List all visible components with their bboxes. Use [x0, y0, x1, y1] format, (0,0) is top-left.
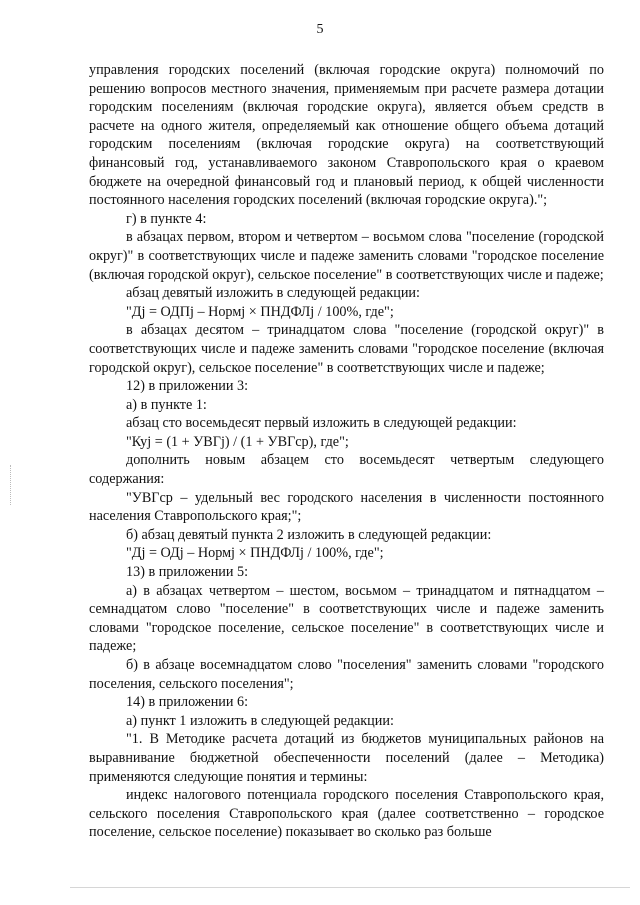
paragraph: а) в пункте 1: — [126, 396, 207, 413]
paragraph: "УВГср – удельный вес городского населения в численности постоянного населения Ставропольского края;"; — [89, 489, 604, 525]
margin-mark — [10, 465, 13, 505]
paragraph: 14) в приложении 6: — [126, 694, 249, 711]
paragraph: а) в абзацах четвертом – шестом, восьмом – тринадцатом и пятнадцатом – семнадцатом слово "поселение" в соответствующих числе и падеже заменить словами "городское поселение, сельское поселение" в соответствующих числе и падеже; — [89, 582, 604, 655]
paragraph: а) пункт 1 изложить в следующей редакции: — [126, 712, 394, 729]
paragraph: абзац девятый изложить в следующей редакции: — [126, 285, 420, 302]
paragraph: управления городских поселений (включая городские округа) полномочий по решению вопросов местного значения, применяемым при расчете размера дотации городским поселениям (включая городские округа), является объем средств в расчете на одного жителя, определяемый как отношение общего объема дотаций городским поселениям (включая городские округа) на соответствующий финансовый год, устанавливаемого законом Ставропольского края о краевом бюджете на очередной финансовый год и плановый период, к общей численности постоянного населения городских поселений (включая городские округа)."; — [89, 62, 604, 209]
formula: "Куj = (1 + УВГj) / (1 + УВГср), где"; — [126, 433, 349, 450]
paragraph: 12) в приложении 3: — [126, 378, 249, 395]
bottom-rule — [70, 887, 630, 888]
paragraph: г) в пункте 4: — [126, 210, 207, 227]
paragraph: индекс налогового потенциала городского поселения Ставропольского края, сельского поселения Ставропольского края (далее соответственно – городское поселение, сельское поселение) показывает во сколько раз больше — [89, 787, 604, 841]
paragraph: дополнить новым абзацем сто восемьдесят четвертым следующего содержания: — [89, 452, 604, 488]
formula: "Дj = ОДПj – Нормj × ПНДФЛj / 100%, где"; — [126, 303, 394, 320]
paragraph: б) в абзаце восемнадцатом слово "поселения" заменить словами "городского поселения, сельского поселения"; — [89, 657, 604, 692]
document-body — [89, 61, 604, 842]
paragraph: "1. В Методике расчета дотаций из бюджетов муниципальных районов на выравнивание бюджетной обеспеченности поселений (далее – Методика) применяются следующие понятия и термины: — [89, 731, 604, 785]
paragraph: в абзацах десятом – тринадцатом слова "поселение (городской округ)" в соответствующих числе и падеже заменить словами "городское поселение (включая городской округ), сельское поселение" в соответствующих числе и падеже; — [89, 322, 604, 376]
paragraph: абзац сто восемьдесят первый изложить в следующей редакции: — [126, 415, 517, 432]
paragraph: 13) в приложении 5: — [126, 564, 249, 581]
page-number: 5 — [316, 22, 324, 37]
paragraph: в абзацах первом, втором и четвертом – восьмом слова "поселение (городской округ)" в соответствующих числе и падеже заменить словами "городское поселение (включая городской округ), сельское поселение" в соответствующих числе и падеже; — [89, 229, 604, 283]
paragraph: б) абзац девятый пункта 2 изложить в следующей редакции: — [126, 526, 492, 543]
formula: "Дj = ОДj – Нормj × ПНДФЛj / 100%, где"; — [126, 545, 384, 562]
